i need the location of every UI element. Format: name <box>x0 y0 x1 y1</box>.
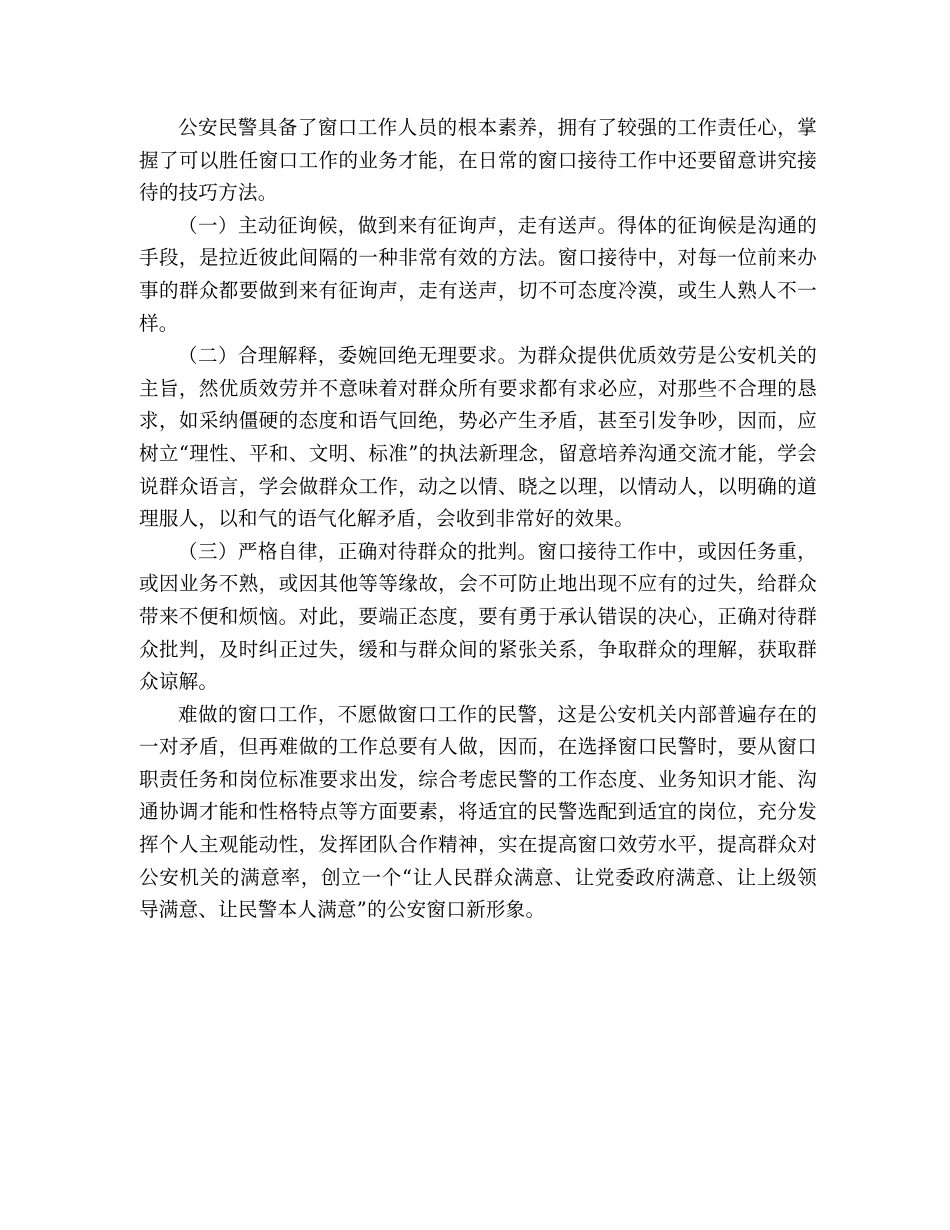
paragraph-section-1: （一）主动征询候，做到来有征询声，走有送声。得体的征询候是沟通的手段，是拉近彼此间隔的一种非常有效的方法。窗口接待中，对每一位前来办事的群众都要做到来有征询声，走有送声，切不可态度冷漠，或生人熟人不一样。 <box>139 213 817 335</box>
document-body <box>139 112 817 927</box>
paragraph-conclusion: 难做的窗口工作，不愿做窗口工作的民警，这是公安机关内部普遍存在的一对矛盾，但再难做的工作总要有人做，因而，在选择窗口民警时，要从窗口职责任务和岗位标准要求出发，综合考虑民警的工作态度、业务知识才能、沟通协调才能和性格特点等方面要素，将适宜的民警选配到适宜的岗位，充分发挥个人主观能动性，发挥团队合作精神，实在提高窗口效劳水平，提高群众对公安机关的满意率，创立一个“让人民群众满意、让党委政府满意、让上级领导满意、让民警本人满意”的公安窗口新形象。 <box>139 702 817 922</box>
paragraph-intro: 公安民警具备了窗口工作人员的根本素养，拥有了较强的工作责任心，掌握了可以胜任窗口工作的业务才能，在日常的窗口接待工作中还要留意讲究接待的技巧方法。 <box>139 116 817 205</box>
paragraph-section-3: （三）严格自律，正确对待群众的批判。窗口接待工作中，或因任务重，或因业务不熟，或因其他等等缘故，会不可防止地出现不应有的过失，给群众带来不便和烦恼。对此，要端正态度，要有勇于承认错误的决心，正确对待群众批判，及时纠正过失，缓和与群众间的紧张关系，争取群众的理解，获取群众谅解。 <box>139 539 817 694</box>
paragraph-section-2: （二）合理解释，委婉回绝无理要求。为群众提供优质效劳是公安机关的主旨，然优质效劳并不意味着对群众所有要求都有求必应，对那些不合理的恳求，如采纳僵硬的态度和语气回绝，势必产生矛盾，甚至引发争吵，因而，应树立“理性、平和、文明、标准”的执法新理念，留意培养沟通交流才能，学会说群众语言，学会做群众工作，动之以情、晓之以理，以情动人，以明确的道理服人，以和气的语气化解矛盾，会收到非常好的效果。 <box>139 344 817 531</box>
